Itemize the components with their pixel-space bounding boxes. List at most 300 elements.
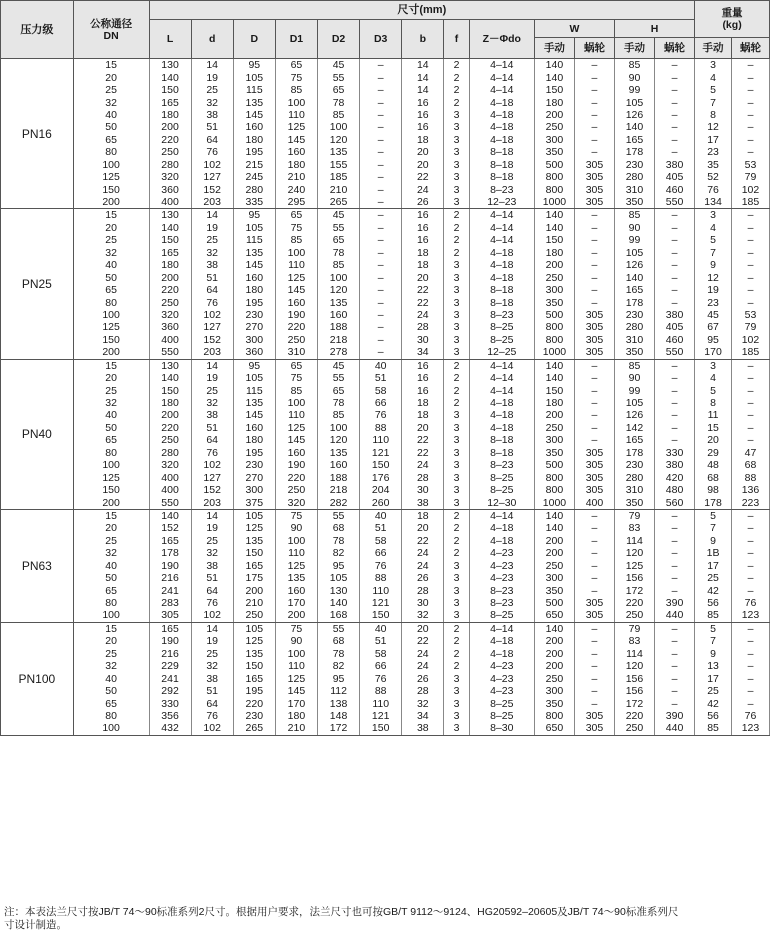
cell-wt-manual: 85 <box>695 609 732 622</box>
cell-wt-manual: 5 <box>695 622 732 635</box>
cell-D3: 88 <box>360 572 402 584</box>
cell-h-worm: – <box>654 384 694 396</box>
cell-d: 32 <box>191 660 233 672</box>
cell-D3: 51 <box>360 635 402 647</box>
cell-h-worm: – <box>654 397 694 409</box>
cell-L: 356 <box>149 710 191 722</box>
cell-wt-manual: 7 <box>695 96 732 108</box>
cell-z: 8–25 <box>469 334 534 346</box>
cell-wt-manual: 95 <box>695 334 732 346</box>
header-f: f <box>444 20 469 59</box>
cell-L: 140 <box>149 372 191 384</box>
pressure-level-cell: PN63 <box>1 509 74 622</box>
table-row <box>1 59 770 72</box>
cell-d: 64 <box>191 584 233 596</box>
cell-h-worm: – <box>654 622 694 635</box>
cell-w-manual: 250 <box>534 271 574 283</box>
cell-h-worm: – <box>654 509 694 522</box>
cell-D2: 218 <box>318 484 360 496</box>
cell-L: 165 <box>149 247 191 259</box>
cell-D2: 210 <box>318 183 360 195</box>
cell-D3: 58 <box>360 648 402 660</box>
cell-z: 4–14 <box>469 71 534 83</box>
cell-D3: – <box>360 59 402 72</box>
table-row <box>1 397 770 409</box>
cell-L: 150 <box>149 234 191 246</box>
cell-D2: 112 <box>318 685 360 697</box>
cell-h-worm: 380 <box>654 309 694 321</box>
cell-D1: 100 <box>275 397 317 409</box>
cell-wt-worm: – <box>731 509 769 522</box>
cell-dn: 100 <box>73 459 149 471</box>
cell-z: 8–18 <box>469 171 534 183</box>
cell-D2: 135 <box>318 447 360 459</box>
table-row <box>1 697 770 709</box>
cell-b: 28 <box>402 471 444 483</box>
cell-f: 2 <box>444 84 469 96</box>
cell-L: 200 <box>149 409 191 421</box>
cell-h-worm: – <box>654 685 694 697</box>
cell-d: 51 <box>191 121 233 133</box>
cell-D2: 160 <box>318 309 360 321</box>
cell-wt-manual: 12 <box>695 271 732 283</box>
cell-L: 130 <box>149 209 191 222</box>
cell-d: 102 <box>191 309 233 321</box>
cell-wt-worm: 102 <box>731 183 769 195</box>
cell-D1: 210 <box>275 171 317 183</box>
cell-h-manual: 178 <box>614 146 654 158</box>
cell-wt-manual: 68 <box>695 471 732 483</box>
cell-w-manual: 300 <box>534 685 574 697</box>
cell-D1: 100 <box>275 648 317 660</box>
cell-w-worm: – <box>574 397 614 409</box>
cell-w-manual: 200 <box>534 660 574 672</box>
cell-D1: 75 <box>275 222 317 234</box>
table-row <box>1 710 770 722</box>
header-nominal-diameter <box>73 1 149 59</box>
cell-dn: 25 <box>73 384 149 396</box>
cell-z: 8–18 <box>469 434 534 446</box>
cell-w-manual: 150 <box>534 384 574 396</box>
cell-wt-worm: – <box>731 434 769 446</box>
cell-dn: 15 <box>73 59 149 72</box>
header-dimensions: 尺寸(mm) <box>149 1 695 20</box>
cell-D1: 65 <box>275 359 317 372</box>
cell-D2: 135 <box>318 296 360 308</box>
cell-f: 3 <box>444 710 469 722</box>
cell-w-worm: – <box>574 284 614 296</box>
cell-D3: 121 <box>360 597 402 609</box>
cell-h-worm: – <box>654 434 694 446</box>
cell-z: 8–23 <box>469 309 534 321</box>
cell-dn: 40 <box>73 259 149 271</box>
cell-w-manual: 250 <box>534 672 574 684</box>
cell-D2: 65 <box>318 234 360 246</box>
cell-z: 4–18 <box>469 271 534 283</box>
table-row <box>1 522 770 534</box>
cell-h-manual: 120 <box>614 547 654 559</box>
cell-wt-manual: 5 <box>695 384 732 396</box>
cell-D3: – <box>360 284 402 296</box>
cell-L: 360 <box>149 183 191 195</box>
header-W-manual: 手动 <box>534 38 574 59</box>
cell-z: 8–18 <box>469 146 534 158</box>
cell-h-worm: 330 <box>654 447 694 459</box>
cell-w-worm: – <box>574 434 614 446</box>
cell-wt-manual: 4 <box>695 71 732 83</box>
cell-D3: – <box>360 271 402 283</box>
cell-D1: 170 <box>275 597 317 609</box>
cell-L: 432 <box>149 722 191 735</box>
cell-d: 19 <box>191 635 233 647</box>
cell-f: 3 <box>444 309 469 321</box>
cell-w-manual: 350 <box>534 146 574 158</box>
cell-wt-worm: – <box>731 372 769 384</box>
cell-D1: 110 <box>275 409 317 421</box>
cell-D1: 110 <box>275 109 317 121</box>
cell-f: 3 <box>444 597 469 609</box>
cell-z: 12–25 <box>469 346 534 359</box>
table-row <box>1 359 770 372</box>
cell-wt-manual: 17 <box>695 672 732 684</box>
cell-wt-worm: – <box>731 96 769 108</box>
cell-L: 220 <box>149 134 191 146</box>
header-weight-line1: 重量 <box>721 7 743 19</box>
cell-z: 4–14 <box>469 372 534 384</box>
table-row <box>1 660 770 672</box>
cell-d: 19 <box>191 372 233 384</box>
cell-h-manual: 140 <box>614 121 654 133</box>
cell-wt-worm: 79 <box>731 321 769 333</box>
cell-w-manual: 140 <box>534 359 574 372</box>
cell-f: 2 <box>444 660 469 672</box>
cell-f: 3 <box>444 685 469 697</box>
cell-d: 76 <box>191 447 233 459</box>
cell-D1: 135 <box>275 572 317 584</box>
cell-h-manual: 126 <box>614 259 654 271</box>
cell-D1: 320 <box>275 496 317 509</box>
cell-wt-manual: 23 <box>695 296 732 308</box>
cell-D2: 140 <box>318 597 360 609</box>
cell-D: 125 <box>233 522 275 534</box>
cell-h-worm: – <box>654 660 694 672</box>
cell-dn: 25 <box>73 648 149 660</box>
cell-h-worm: 380 <box>654 459 694 471</box>
table-row <box>1 648 770 660</box>
cell-L: 320 <box>149 171 191 183</box>
cell-b: 22 <box>402 535 444 547</box>
cell-f: 3 <box>444 121 469 133</box>
cell-wt-worm: – <box>731 547 769 559</box>
header-H-worm: 蜗轮 <box>654 38 694 59</box>
cell-f: 2 <box>444 372 469 384</box>
cell-dn: 65 <box>73 434 149 446</box>
cell-z: 8–23 <box>469 597 534 609</box>
cell-w-manual: 800 <box>534 334 574 346</box>
cell-dn: 20 <box>73 635 149 647</box>
cell-wt-manual: 13 <box>695 660 732 672</box>
cell-wt-manual: 9 <box>695 259 732 271</box>
cell-D1: 125 <box>275 121 317 133</box>
cell-wt-manual: 12 <box>695 121 732 133</box>
cell-D1: 125 <box>275 672 317 684</box>
cell-z: 4–14 <box>469 622 534 635</box>
cell-h-worm: 550 <box>654 196 694 209</box>
cell-D: 165 <box>233 560 275 572</box>
cell-D2: 45 <box>318 59 360 72</box>
header-D2: D2 <box>318 20 360 59</box>
cell-dn: 50 <box>73 271 149 283</box>
cell-f: 3 <box>444 459 469 471</box>
cell-d: 76 <box>191 597 233 609</box>
cell-w-manual: 300 <box>534 134 574 146</box>
cell-d: 32 <box>191 547 233 559</box>
cell-D3: – <box>360 109 402 121</box>
cell-h-worm: – <box>654 409 694 421</box>
cell-L: 165 <box>149 535 191 547</box>
cell-dn: 20 <box>73 372 149 384</box>
cell-w-worm: – <box>574 635 614 647</box>
cell-L: 229 <box>149 660 191 672</box>
table-row <box>1 159 770 171</box>
cell-wt-manual: 67 <box>695 321 732 333</box>
cell-h-worm: 550 <box>654 346 694 359</box>
cell-wt-manual: 25 <box>695 572 732 584</box>
table-row <box>1 321 770 333</box>
cell-d: 32 <box>191 96 233 108</box>
cell-L: 550 <box>149 496 191 509</box>
cell-dn: 65 <box>73 134 149 146</box>
cell-h-manual: 350 <box>614 346 654 359</box>
cell-f: 2 <box>444 535 469 547</box>
cell-D2: 78 <box>318 96 360 108</box>
cell-h-manual: 105 <box>614 397 654 409</box>
cell-w-manual: 800 <box>534 183 574 195</box>
cell-w-worm: 305 <box>574 597 614 609</box>
cell-wt-manual: 98 <box>695 484 732 496</box>
cell-w-manual: 500 <box>534 597 574 609</box>
cell-z: 12–30 <box>469 496 534 509</box>
cell-D2: 278 <box>318 346 360 359</box>
cell-D2: 105 <box>318 572 360 584</box>
cell-L: 140 <box>149 222 191 234</box>
cell-b: 28 <box>402 584 444 596</box>
cell-d: 203 <box>191 196 233 209</box>
cell-wt-worm: – <box>731 584 769 596</box>
table-row <box>1 84 770 96</box>
cell-b: 16 <box>402 209 444 222</box>
cell-D3: 76 <box>360 672 402 684</box>
cell-w-worm: – <box>574 71 614 83</box>
cell-f: 3 <box>444 584 469 596</box>
cell-D1: 295 <box>275 196 317 209</box>
cell-dn: 32 <box>73 397 149 409</box>
cell-b: 14 <box>402 71 444 83</box>
table-row <box>1 471 770 483</box>
cell-D1: 125 <box>275 560 317 572</box>
cell-wt-worm: – <box>731 259 769 271</box>
cell-z: 4–18 <box>469 522 534 534</box>
cell-b: 24 <box>402 648 444 660</box>
cell-wt-worm: – <box>731 247 769 259</box>
table-row <box>1 409 770 421</box>
cell-d: 25 <box>191 535 233 547</box>
header-pressure-level: 压力级 <box>1 1 74 59</box>
cell-D2: 135 <box>318 146 360 158</box>
cell-w-worm: 305 <box>574 334 614 346</box>
cell-L: 165 <box>149 622 191 635</box>
cell-wt-worm: – <box>731 284 769 296</box>
cell-D1: 180 <box>275 710 317 722</box>
cell-w-manual: 350 <box>534 447 574 459</box>
cell-D: 135 <box>233 648 275 660</box>
cell-D1: 160 <box>275 146 317 158</box>
cell-D2: 55 <box>318 222 360 234</box>
cell-w-manual: 1000 <box>534 496 574 509</box>
cell-D: 145 <box>233 409 275 421</box>
cell-b: 20 <box>402 422 444 434</box>
cell-h-manual: 230 <box>614 159 654 171</box>
table-row <box>1 296 770 308</box>
cell-D: 145 <box>233 109 275 121</box>
cell-h-worm: – <box>654 271 694 283</box>
cell-D: 135 <box>233 96 275 108</box>
cell-w-manual: 300 <box>534 572 574 584</box>
cell-b: 30 <box>402 484 444 496</box>
cell-w-worm: 305 <box>574 484 614 496</box>
cell-d: 203 <box>191 346 233 359</box>
cell-L: 180 <box>149 259 191 271</box>
cell-wt-manual: 3 <box>695 59 732 72</box>
cell-D2: 188 <box>318 471 360 483</box>
cell-wt-worm: – <box>731 222 769 234</box>
cell-d: 38 <box>191 672 233 684</box>
cell-wt-worm: 76 <box>731 710 769 722</box>
table-row <box>1 222 770 234</box>
cell-d: 127 <box>191 171 233 183</box>
cell-D: 115 <box>233 384 275 396</box>
cell-z: 4–18 <box>469 259 534 271</box>
cell-D: 95 <box>233 209 275 222</box>
cell-h-manual: 85 <box>614 359 654 372</box>
cell-wt-manual: 178 <box>695 496 732 509</box>
cell-dn: 100 <box>73 309 149 321</box>
cell-h-manual: 125 <box>614 560 654 572</box>
cell-f: 3 <box>444 672 469 684</box>
cell-wt-worm: 123 <box>731 609 769 622</box>
cell-h-worm: – <box>654 560 694 572</box>
cell-f: 2 <box>444 648 469 660</box>
cell-dn: 32 <box>73 96 149 108</box>
cell-h-worm: – <box>654 522 694 534</box>
cell-w-worm: 305 <box>574 171 614 183</box>
cell-D3: – <box>360 296 402 308</box>
cell-b: 24 <box>402 183 444 195</box>
cell-b: 20 <box>402 522 444 534</box>
cell-w-manual: 140 <box>534 59 574 72</box>
cell-d: 38 <box>191 259 233 271</box>
cell-D: 115 <box>233 84 275 96</box>
cell-D1: 75 <box>275 372 317 384</box>
pressure-level-cell: PN100 <box>1 622 74 735</box>
cell-D3: 204 <box>360 484 402 496</box>
cell-wt-worm: 123 <box>731 722 769 735</box>
cell-dn: 200 <box>73 196 149 209</box>
cell-D: 195 <box>233 296 275 308</box>
cell-b: 20 <box>402 622 444 635</box>
cell-wt-manual: 20 <box>695 434 732 446</box>
cell-f: 3 <box>444 296 469 308</box>
cell-w-manual: 200 <box>534 109 574 121</box>
table-row <box>1 372 770 384</box>
table-row <box>1 196 770 209</box>
table-row <box>1 109 770 121</box>
cell-h-worm: – <box>654 672 694 684</box>
cell-w-manual: 800 <box>534 321 574 333</box>
cell-z: 4–18 <box>469 134 534 146</box>
cell-L: 140 <box>149 509 191 522</box>
table-row <box>1 672 770 684</box>
cell-w-manual: 800 <box>534 710 574 722</box>
cell-dn: 100 <box>73 722 149 735</box>
cell-f: 2 <box>444 234 469 246</box>
cell-b: 26 <box>402 672 444 684</box>
cell-z: 4–18 <box>469 96 534 108</box>
header-weight-manual: 手动 <box>695 38 732 59</box>
cell-w-worm: – <box>574 672 614 684</box>
cell-f: 2 <box>444 59 469 72</box>
table-row <box>1 309 770 321</box>
cell-h-worm: 405 <box>654 171 694 183</box>
cell-z: 4–14 <box>469 84 534 96</box>
cell-dn: 50 <box>73 572 149 584</box>
cell-D: 175 <box>233 572 275 584</box>
cell-b: 22 <box>402 434 444 446</box>
cell-b: 14 <box>402 84 444 96</box>
cell-h-manual: 310 <box>614 484 654 496</box>
table-row <box>1 384 770 396</box>
cell-h-worm: – <box>654 296 694 308</box>
cell-h-worm: – <box>654 359 694 372</box>
cell-w-worm: – <box>574 409 614 421</box>
cell-wt-manual: 7 <box>695 522 732 534</box>
cell-D2: 120 <box>318 284 360 296</box>
cell-D: 160 <box>233 271 275 283</box>
cell-D3: 58 <box>360 535 402 547</box>
cell-wt-manual: 56 <box>695 710 732 722</box>
cell-h-manual: 280 <box>614 471 654 483</box>
header-weight-line2: (kg) <box>722 19 742 31</box>
cell-z: 8–30 <box>469 722 534 735</box>
cell-b: 34 <box>402 346 444 359</box>
cell-D: 160 <box>233 422 275 434</box>
cell-wt-worm: 185 <box>731 196 769 209</box>
cell-D3: 88 <box>360 685 402 697</box>
cell-z: 4–18 <box>469 535 534 547</box>
cell-wt-worm: – <box>731 109 769 121</box>
cell-D3: 110 <box>360 697 402 709</box>
table-row <box>1 171 770 183</box>
cell-dn: 125 <box>73 171 149 183</box>
cell-z: 4–14 <box>469 59 534 72</box>
cell-f: 2 <box>444 635 469 647</box>
cell-D2: 168 <box>318 609 360 622</box>
cell-d: 64 <box>191 697 233 709</box>
cell-D2: 65 <box>318 384 360 396</box>
cell-b: 18 <box>402 134 444 146</box>
cell-wt-worm: – <box>731 359 769 372</box>
cell-dn: 15 <box>73 359 149 372</box>
